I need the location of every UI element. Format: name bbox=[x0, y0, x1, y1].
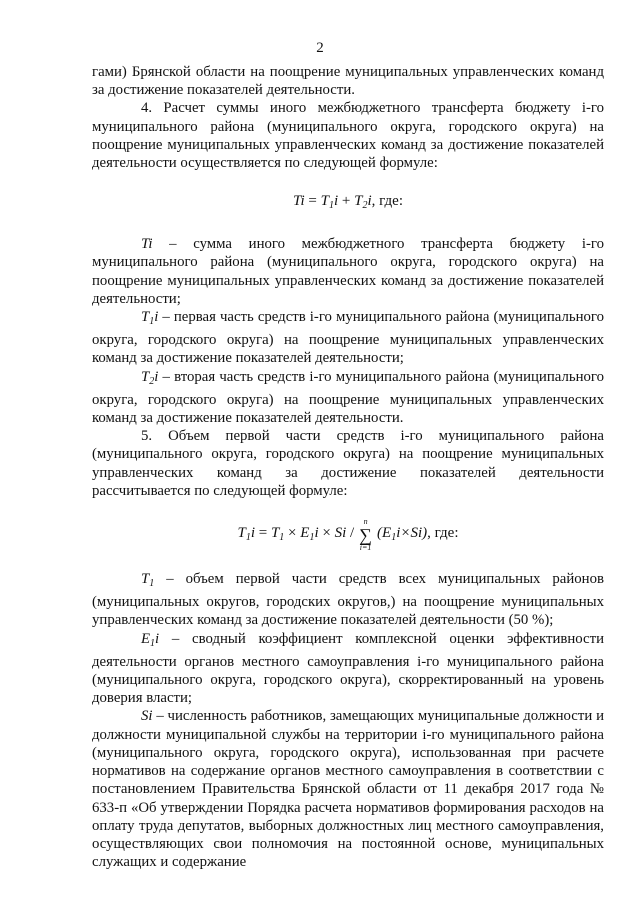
definition-subscript: 1 bbox=[149, 316, 155, 328]
definition-text: – первая часть средств i-го муниципального района (муниципального округа, городского округа) на поощрение муниципальных управленческих команд за достижение показателей деятельности; bbox=[92, 309, 604, 367]
formula-symbol: i bbox=[250, 524, 255, 541]
definition-text: – вторая часть средств i-го муниципального района (муниципального округа, городского округа) на поощрение муниципальных управленческих команд за достижение показателей деятельности. bbox=[92, 368, 604, 427]
formula-operator: × bbox=[284, 524, 301, 541]
definition-symbol: Si bbox=[141, 708, 153, 725]
formula-symbol: E bbox=[300, 524, 310, 541]
definition-text: – численность работников, замещающих муниципальные должности и должности муниципальной службы на территории i-го муниципального района (муниципального округа, городского округа), использованная при расчете нормативов на содержание органов местного самоуправления в соответствии с постановлением Правительства Брянской области от 11 декабря 2017 года № 633-п «Об утверждении Порядка расчета нормативов формирования расходов на оплату труда депутатов, выборных должностных лиц местного самоуправления, осуществляющих свои полномочия на постоянной основе, муниципальных служащих и содержание bbox=[92, 708, 604, 871]
formula-tail: , где: bbox=[371, 193, 404, 210]
formula-symbol: Ti bbox=[292, 193, 305, 210]
formula-operator: = bbox=[304, 193, 321, 210]
definition-symbol: T bbox=[141, 368, 150, 385]
formula-subscript: 1 bbox=[391, 531, 397, 543]
formula-subscript: 1 bbox=[328, 200, 334, 212]
definition-symbol: i bbox=[155, 630, 160, 647]
formula-ti bbox=[92, 192, 604, 215]
definition-t1 bbox=[92, 570, 604, 630]
definition-subscript: 2 bbox=[149, 375, 155, 387]
paragraph-item-4: 4. Расчет суммы иного межбюджетного трансферта бюджету i-го муниципального района (муниципального округа, городского округа) на поощрение муниципальных управленческих команд за достижение показателей деятельности осуществляется по следующей формуле: bbox=[92, 100, 604, 172]
document-body bbox=[92, 63, 604, 871]
definition-symbol: i bbox=[154, 309, 159, 326]
formula-symbol: i bbox=[314, 524, 319, 541]
paragraph-continuation: гами) Брянской области на поощрение муниципальных управленческих команд за достижение показателей деятельности. bbox=[92, 64, 604, 99]
definition-subscript: 1 bbox=[150, 637, 156, 649]
definition-ti bbox=[92, 235, 604, 308]
summation-upper-limit: n bbox=[363, 517, 368, 527]
formula-tail: , где: bbox=[427, 524, 459, 541]
paragraph-item-5: 5. Объем первой части средств i-го муниципального района (муниципального округа, городского округа) на поощрение муниципальных управленческих команд за достижение показателей деятельности рассчитывается по следующей формуле: bbox=[92, 428, 604, 499]
formula-subscript: 1 bbox=[279, 531, 285, 543]
definition-e1i bbox=[92, 630, 604, 708]
definition-symbol: T bbox=[141, 571, 150, 588]
formula-subscript: 1 bbox=[309, 531, 315, 543]
formula-operator: / bbox=[346, 524, 355, 541]
page-number: 2 bbox=[316, 40, 324, 56]
formula-symbol: T bbox=[320, 193, 329, 210]
definition-subscript: 1 bbox=[149, 578, 155, 590]
definition-text: – сводный коэффициент комплексной оценки эффективности деятельности органов местного самоуправления i-го муниципального района (муниципального округа, городского округа), скорректированный на уровень доверия власти; bbox=[92, 630, 604, 707]
formula-operator: + bbox=[338, 193, 355, 210]
definition-symbol: T bbox=[141, 309, 150, 326]
definition-symbol: Ti bbox=[141, 236, 153, 253]
summation-symbol: ∑ bbox=[359, 525, 373, 546]
definition-symbol: i bbox=[154, 368, 159, 385]
formula-symbol: T bbox=[270, 524, 280, 541]
definition-symbol: E bbox=[141, 630, 151, 647]
formula-subscript: 1 bbox=[245, 531, 251, 543]
formula-subscript: 2 bbox=[362, 200, 368, 212]
formula-symbol: T bbox=[237, 524, 246, 541]
definition-text: – сумма иного межбюджетного трансферта бюджету i-го муниципального района (муниципального округа, городского округа) на поощрение муниципальных управленческих команд за достижение показателей деятельности; bbox=[92, 236, 604, 307]
summation-lower-limit: i=1 bbox=[359, 543, 372, 553]
summation-sign bbox=[359, 518, 372, 552]
formula-symbol: Si bbox=[334, 524, 347, 541]
definition-text: – объем первой части средств всех муниципальных районов (муниципальных округов, городских округов,) на поощрение муниципальных управленческих команд за достижение показателей деятельности (50 %); bbox=[92, 571, 604, 629]
definition-si bbox=[92, 707, 604, 871]
formula-t1i bbox=[92, 518, 604, 552]
formula-operator: × bbox=[318, 524, 335, 541]
formula-symbol: T bbox=[354, 193, 363, 210]
formula-operator: = bbox=[254, 524, 271, 541]
formula-symbol: i bbox=[333, 193, 339, 210]
formula-symbol: (E bbox=[377, 524, 392, 541]
definition-t1i bbox=[92, 308, 604, 368]
definition-t2i bbox=[92, 368, 604, 428]
formula-symbol: i×Si) bbox=[396, 524, 428, 541]
formula-symbol: i bbox=[367, 193, 372, 210]
